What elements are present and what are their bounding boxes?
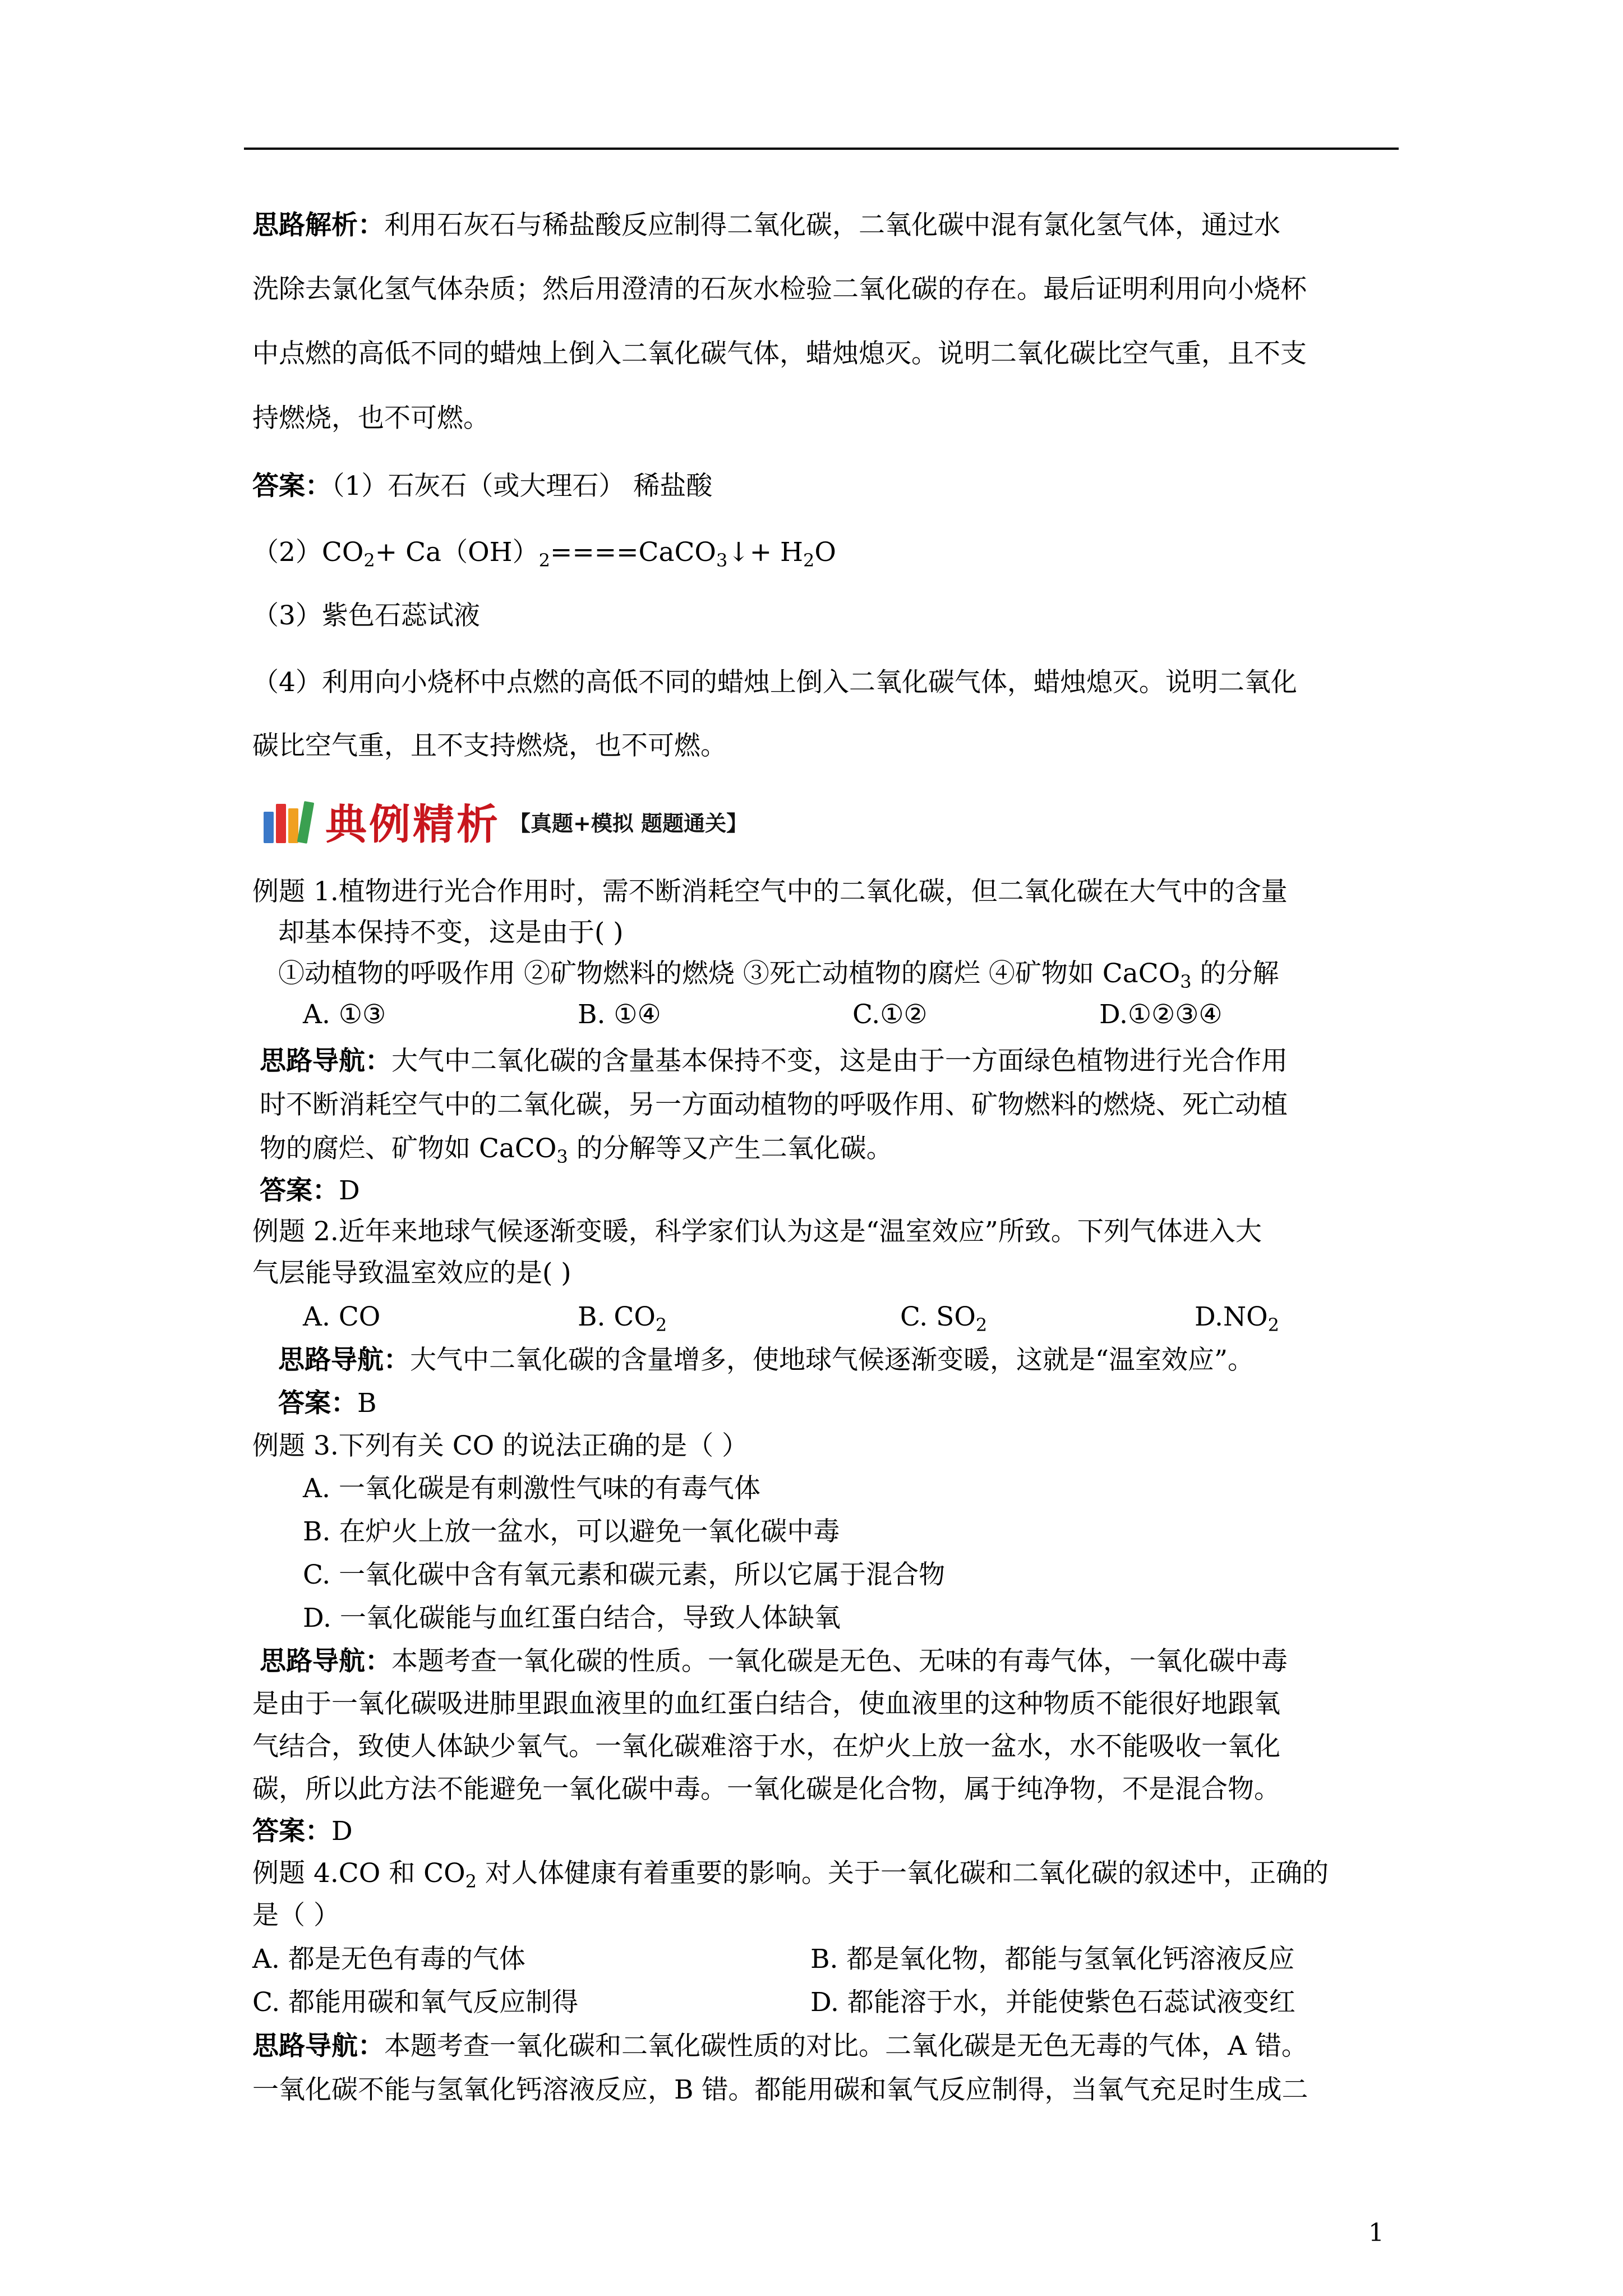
page-number: 1 <box>1368 2219 1384 2247</box>
ex1-guide-line-2: 时不断消耗空气中的二氧化碳，另一方面动植物的呼吸作用、矿物燃料的燃烧、死亡动植 <box>260 1089 1288 1120</box>
ex1-choice-a: A. ①③ <box>303 999 386 1030</box>
analysis-line-3: 中点燃的高低不同的蜡烛上倒入二氧化碳气体，蜡烛熄灭。说明二氧化碳比空气重，且不支 <box>252 338 1307 369</box>
ex1-answer: 答案：D <box>260 1175 360 1206</box>
banner-subtitle: 【真题+模拟 题题通关】 <box>509 811 748 836</box>
ex4-guide-line-2: 一氧化碳不能与氢氧化钙溶液反应，B 错。都能用碳和氧气反应制得，当氧气充足时生成二 <box>252 2074 1308 2105</box>
answer-line-1: 答案：（1）石灰石（或大理石） 稀盐酸 <box>252 471 713 501</box>
ex1-options: ①动植物的呼吸作用 ②矿物燃料的燃烧 ③死亡动植物的腐烂 ④矿物如 CaCO$_3$ 的分解 <box>278 958 1279 992</box>
analysis-label: 思路解析： <box>252 210 384 241</box>
ex3-choice-b: B. 在炉火上放一盆水，可以避免一氧化碳中毒 <box>303 1516 840 1547</box>
ex4-choice-a: A. 都是无色有毒的气体 <box>252 1944 525 1975</box>
ex2-choice-d: $D.NO_2$ <box>1195 1301 1279 1336</box>
ex2-answer: 答案：B <box>278 1388 377 1419</box>
ex1-choice-b: B. ①④ <box>578 999 661 1030</box>
ex2-choice-a: A. CO <box>303 1301 381 1332</box>
ex4-choice-d: D. 都能溶于水，并能使紫色石蕊试液变红 <box>810 1987 1295 2018</box>
ex2-choice-b: B. $CO_2$ <box>578 1301 667 1336</box>
ex2-question-line-1: 例题 2.近年来地球气候逐渐变暖，科学家们认为这是“温室效应”所致。下列气体进入大 <box>252 1216 1262 1247</box>
answer-line-5: 碳比空气重，且不支持燃烧，也不可燃。 <box>252 730 727 761</box>
ex3-answer: 答案：D <box>252 1816 353 1847</box>
ex4-choice-b: B. 都是氧化物，都能与氢氧化钙溶液反应 <box>810 1944 1295 1975</box>
ex3-guide-line-1: 思路导航：本题考查一氧化碳的性质。一氧化碳是无色、无味的有毒气体，一氧化碳中毒 <box>260 1646 1288 1677</box>
ex1-question-line-2: 却基本保持不变，这是由于( ) <box>278 917 624 948</box>
ex1-guide-line-3: 物的腐烂、矿物如 CaCO$_3$ 的分解等又产生二氧化碳。 <box>260 1133 893 1167</box>
ex1-question-line-1: 例题 1.植物进行光合作用时，需不断消耗空气中的二氧化碳，但二氧化碳在大气中的含量 <box>252 876 1288 907</box>
ex3-choice-d: D. 一氧化碳能与血红蛋白结合，导致人体缺氧 <box>303 1603 841 1634</box>
ex4-question-line-2: 是（ ） <box>252 1900 340 1931</box>
banner-title: 典例精析 <box>325 800 500 849</box>
ex3-guide-line-4: 碳，所以此方法不能避免一氧化碳中毒。一氧化碳是化合物，属于纯净物，不是混合物。 <box>252 1774 1280 1805</box>
ex3-choice-a: A. 一氧化碳是有刺激性气味的有毒气体 <box>303 1473 760 1504</box>
ex2-guide: 思路导航：大气中二氧化碳的含量增多，使地球气候逐渐变暖，这就是“温室效应”。 <box>278 1345 1255 1375</box>
answer-line-4: （4）利用向小烧杯中点燃的高低不同的蜡烛上倒入二氧化碳气体，蜡烛熄灭。说明二氧化 <box>252 667 1297 698</box>
ex1-guide-label: 思路导航： <box>260 1046 391 1076</box>
ex1-guide-line-1: 思路导航：大气中二氧化碳的含量基本保持不变，这是由于一方面绿色植物进行光合作用 <box>260 1046 1288 1076</box>
answer-line-2: $(2)CO_2+$ $Ca(OH)_2====CaCO_3↓+ H_2O$ <box>252 537 836 571</box>
analysis-line-1: 思路解析：利用石灰石与稀盐酸反应制得二氧化碳，二氧化碳中混有氯化氢气体，通过水 <box>252 210 1280 241</box>
ex3-question: 例题 3.下列有关 CO 的说法正确的是（ ） <box>252 1430 749 1461</box>
ex3-guide-line-2: 是由于一氧化碳吸进肺里跟血液里的血红蛋白结合，使血液里的这种物质不能很好地跟氧 <box>252 1688 1280 1719</box>
ex3-guide-line-3: 气结合，致使人体缺少氧气。一氧化碳难溶于水，在炉火上放一盆水，水不能吸收一氧化 <box>252 1731 1280 1762</box>
ex2-choice-c: C. $SO_2$ <box>900 1301 988 1336</box>
ex3-choice-c: C. 一氧化碳中含有氧元素和碳元素，所以它属于混合物 <box>303 1559 946 1590</box>
ex4-choice-c: C. 都能用碳和氧气反应制得 <box>252 1987 579 2018</box>
ex4-guide-line-1: 思路导航：本题考查一氧化碳和二氧化碳性质的对比。二氧化碳是无色无毒的气体，A 错。 <box>252 2031 1308 2062</box>
answer-label: 答案： <box>252 471 331 501</box>
answer-line-3: （3）紫色石蕊试液 <box>252 600 480 631</box>
analysis-line-2: 洗除去氯化氢气体杂质；然后用澄清的石灰水检验二氧化碳的存在。最后证明利用向小烧杯 <box>252 274 1307 305</box>
analysis-line-4: 持燃烧，也不可燃。 <box>252 403 490 434</box>
ex4-question-line-1: 例题 4.CO 和 $CO_2$ 对人体健康有着重要的影响。关于一氧化碳和二氧化碳的叙述中，正确的 <box>252 1858 1329 1892</box>
ex2-question-line-2: 气层能导致温室效应的是( ) <box>252 1258 571 1289</box>
header-rule <box>244 148 1399 150</box>
ex1-choice-c: C.①② <box>852 999 928 1030</box>
section-banner <box>264 795 748 847</box>
books-icon <box>264 799 317 843</box>
ex1-choice-d: D.①②③④ <box>1099 999 1223 1030</box>
